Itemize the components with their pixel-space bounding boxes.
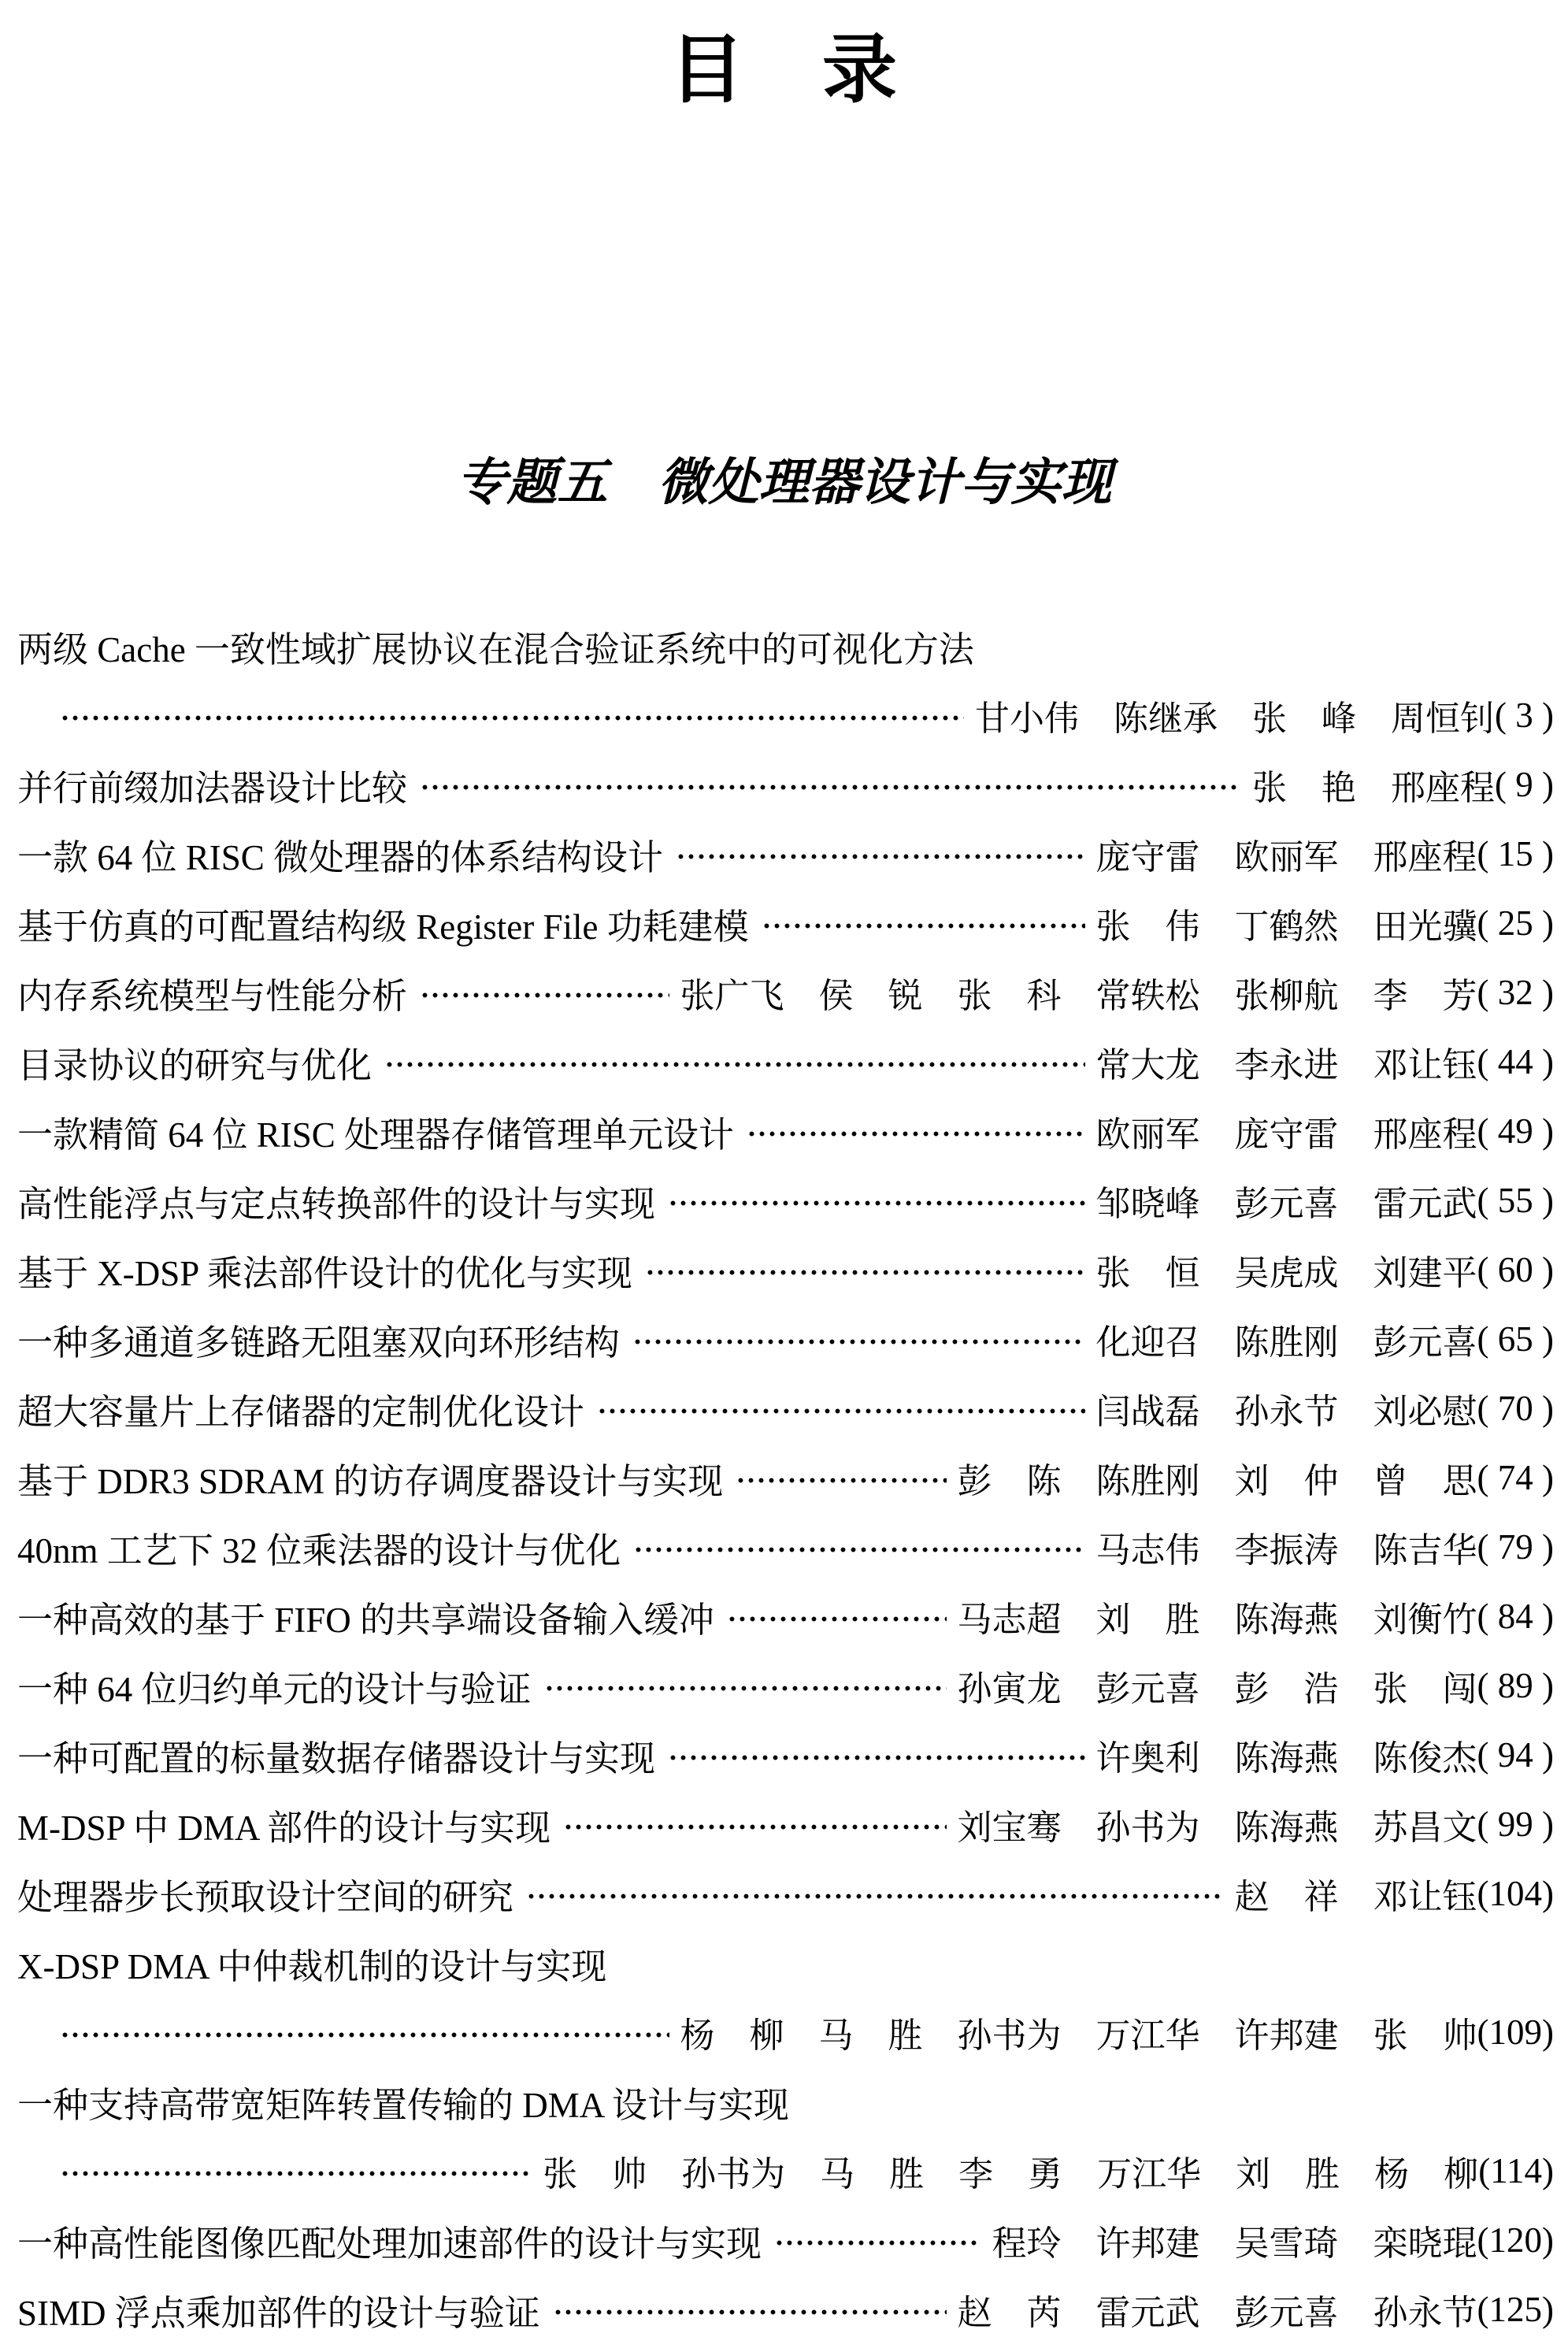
entry-page-number: ( 89 ) <box>1477 1666 1554 1705</box>
entry-authors: 赵 芮 雷元武 彭元喜 孙永节 <box>957 2294 1477 2332</box>
entry-authors: 马志伟 李振涛 陈吉华 <box>1095 1531 1477 1570</box>
toc-line <box>17 2136 1554 2205</box>
toc-line <box>17 1166 1554 1235</box>
toc-line <box>17 1027 1554 1096</box>
entry-page-number: ( 15 ) <box>1477 834 1554 874</box>
dot-leader <box>645 1269 1085 1276</box>
entry-page-number: (104) <box>1477 1874 1554 1913</box>
entry-authors: 邹晓峰 彭元喜 雷元武 <box>1095 1185 1477 1223</box>
toc-line <box>17 1096 1554 1166</box>
entry-page-number: (109) <box>1477 2012 1554 2052</box>
entry-title: 一款精简 64 位 RISC 处理器存储管理单元设计 <box>17 1115 735 1155</box>
entry-page-number: ( 70 ) <box>1477 1389 1554 1428</box>
toc-line <box>17 2067 1554 2136</box>
toc-line <box>17 611 1554 681</box>
entry-authors: 化迎召 陈胜刚 彭元喜 <box>1095 1323 1477 1362</box>
dot-leader <box>60 2031 669 2038</box>
entry-title: SIMD 浮点乘加部件的设计与验证 <box>17 2293 540 2333</box>
toc-line <box>17 1997 1554 2067</box>
entry-page-number: ( 44 ) <box>1477 1042 1554 1081</box>
toc-line <box>17 1582 1554 1651</box>
dot-leader <box>727 1615 946 1623</box>
entry-title: 基于 X-DSP 乘法部件设计的优化与实现 <box>17 1253 632 1293</box>
entry-authors: 许奥利 陈海燕 陈俊杰 <box>1095 1739 1477 1778</box>
toc-line <box>17 888 1554 958</box>
dot-leader <box>762 922 1085 929</box>
toc-line <box>17 1304 1554 1374</box>
dot-leader <box>747 1130 1084 1137</box>
entry-page-number: ( 32 ) <box>1477 973 1554 1012</box>
entry-page-number: (125) <box>1477 2290 1554 2329</box>
toc-line <box>17 750 1554 819</box>
entry-title: 基于 DDR3 SDRAM 的访存调度器设计与实现 <box>17 1461 724 1501</box>
entry-authors: 闫战磊 孙永节 刘必慰 <box>1095 1393 1477 1431</box>
entry-page-number: ( 55 ) <box>1477 1181 1554 1220</box>
dot-leader <box>774 2239 981 2246</box>
dot-leader <box>384 1061 1085 1068</box>
dot-leader <box>420 784 1241 791</box>
entry-authors: 杨 柳 马 胜 孙书为 万江华 许邦建 张 帅 <box>680 2016 1477 2055</box>
dot-leader <box>563 1823 946 1831</box>
entry-page-number: ( 60 ) <box>1477 1250 1554 1289</box>
entry-authors: 张 艳 邢座程 <box>1252 769 1496 807</box>
entry-authors: 孙寅龙 彭元喜 彭 浩 张 闯 <box>957 1670 1477 1708</box>
toc-line <box>17 1374 1554 1443</box>
toc-line <box>17 1928 1554 1997</box>
entry-title: 并行前缀加法器设计比较 <box>17 768 408 808</box>
entry-page-number: (114) <box>1478 2151 1554 2190</box>
entry-title: 处理器步长预取设计空间的研究 <box>17 1877 514 1917</box>
dot-leader <box>633 1546 1084 1553</box>
dot-leader <box>553 2309 947 2316</box>
entry-authors: 张广飞 侯 锐 张 科 常轶松 张柳航 李 芳 <box>680 977 1477 1015</box>
entry-title: 一种高效的基于 FIFO 的共享端设备输入缓冲 <box>17 1600 715 1640</box>
dot-leader <box>544 1685 947 1692</box>
entry-authors: 庞守雷 欧丽军 邢座程 <box>1095 838 1477 877</box>
toc-line <box>17 2275 1554 2344</box>
toc-line <box>17 681 1554 750</box>
entry-page-number: ( 9 ) <box>1495 765 1554 804</box>
entry-title: 一款 64 位 RISC 微处理器的体系结构设计 <box>17 837 664 877</box>
dot-leader <box>676 853 1084 860</box>
entry-title: 基于仿真的可配置结构级 Register File 功耗建模 <box>17 907 749 947</box>
entry-authors: 张 帅 孙书为 马 胜 李 勇 万江华 刘 胜 杨 柳 <box>543 2155 1479 2194</box>
entry-title: 两级 Cache 一致性域扩展协议在混合验证系统中的可视化方法 <box>17 629 974 670</box>
entry-page-number: ( 99 ) <box>1477 1805 1554 1844</box>
entry-page-number: ( 84 ) <box>1477 1597 1554 1636</box>
entry-title: 一种 64 位归约单元的设计与验证 <box>17 1669 532 1709</box>
toc-line <box>17 958 1554 1027</box>
entry-authors: 欧丽军 庞守雷 邢座程 <box>1095 1115 1477 1154</box>
dot-leader <box>736 1477 946 1484</box>
dot-leader <box>668 1200 1085 1207</box>
toc-line <box>17 819 1554 888</box>
dot-leader <box>526 1893 1224 1900</box>
dot-leader <box>597 1408 1085 1415</box>
entry-authors: 彭 陈 陈胜刚 刘 仲 曾 思 <box>957 1462 1477 1500</box>
dot-leader <box>420 992 669 999</box>
entry-title: 超大容量片上存储器的定制优化设计 <box>17 1392 585 1432</box>
entry-authors: 张 伟 丁鹤然 田光骥 <box>1095 907 1477 946</box>
entry-title: 一种可配置的标量数据存储器设计与实现 <box>17 1738 656 1779</box>
toc-line <box>17 1720 1554 1790</box>
toc-entries <box>17 611 1554 2344</box>
entry-title: 一种多通道多链路无阻塞双向环形结构 <box>17 1322 621 1363</box>
toc-line <box>17 1443 1554 1512</box>
entry-page-number: ( 65 ) <box>1477 1319 1554 1359</box>
entry-title: X-DSP DMA 中仲裁机制的设计与实现 <box>17 1946 607 1986</box>
section-heading: 专题五 微处理器设计与实现 <box>456 454 1112 510</box>
entry-page-number: ( 79 ) <box>1477 1527 1554 1567</box>
entry-authors: 赵 祥 邓让钰 <box>1234 1878 1477 1916</box>
dot-leader <box>632 1338 1085 1345</box>
entry-authors: 张 恒 吴虎成 刘建平 <box>1095 1254 1477 1293</box>
entry-page-number: ( 3 ) <box>1495 695 1554 735</box>
entry-authors: 甘小伟 陈继承 张 峰 周恒钊 <box>975 699 1496 738</box>
page-title: 目 录 <box>669 28 899 112</box>
entry-title: 一种支持高带宽矩阵转置传输的 DMA 设计与实现 <box>17 2085 790 2125</box>
entry-title: 一种高性能图像匹配处理加速部件的设计与实现 <box>17 2224 762 2264</box>
entry-page-number: ( 94 ) <box>1477 1735 1554 1775</box>
toc-line <box>17 1859 1554 1928</box>
entry-authors: 马志超 刘 胜 陈海燕 刘衡竹 <box>957 1601 1477 1639</box>
toc-line <box>17 1235 1554 1304</box>
toc-line <box>17 2205 1554 2275</box>
entry-page-number: (120) <box>1477 2220 1554 2260</box>
entry-title: 高性能浮点与定点转换部件的设计与实现 <box>17 1184 656 1224</box>
toc-line <box>17 1651 1554 1720</box>
entry-authors: 刘宝骞 孙书为 陈海燕 苏昌文 <box>957 1808 1477 1847</box>
entry-page-number: ( 25 ) <box>1477 903 1554 943</box>
dot-leader <box>668 1754 1085 1761</box>
entry-authors: 程玲 许邦建 吴雪琦 栾晓琨 <box>992 2224 1477 2263</box>
dot-leader <box>60 2170 532 2177</box>
toc-line <box>17 1790 1554 1859</box>
toc-line <box>17 1512 1554 1582</box>
entry-title: 目录协议的研究与优化 <box>17 1045 373 1085</box>
entry-page-number: ( 74 ) <box>1477 1458 1554 1497</box>
entry-page-number: ( 49 ) <box>1477 1111 1554 1151</box>
dot-leader <box>60 714 964 721</box>
entry-title: M-DSP 中 DMA 部件的设计与实现 <box>17 1808 551 1848</box>
entry-title: 内存系统模型与性能分析 <box>17 976 408 1016</box>
entry-authors: 常大龙 李永进 邓让钰 <box>1095 1046 1477 1085</box>
entry-title: 40nm 工艺下 32 位乘法器的设计与优化 <box>17 1530 621 1571</box>
